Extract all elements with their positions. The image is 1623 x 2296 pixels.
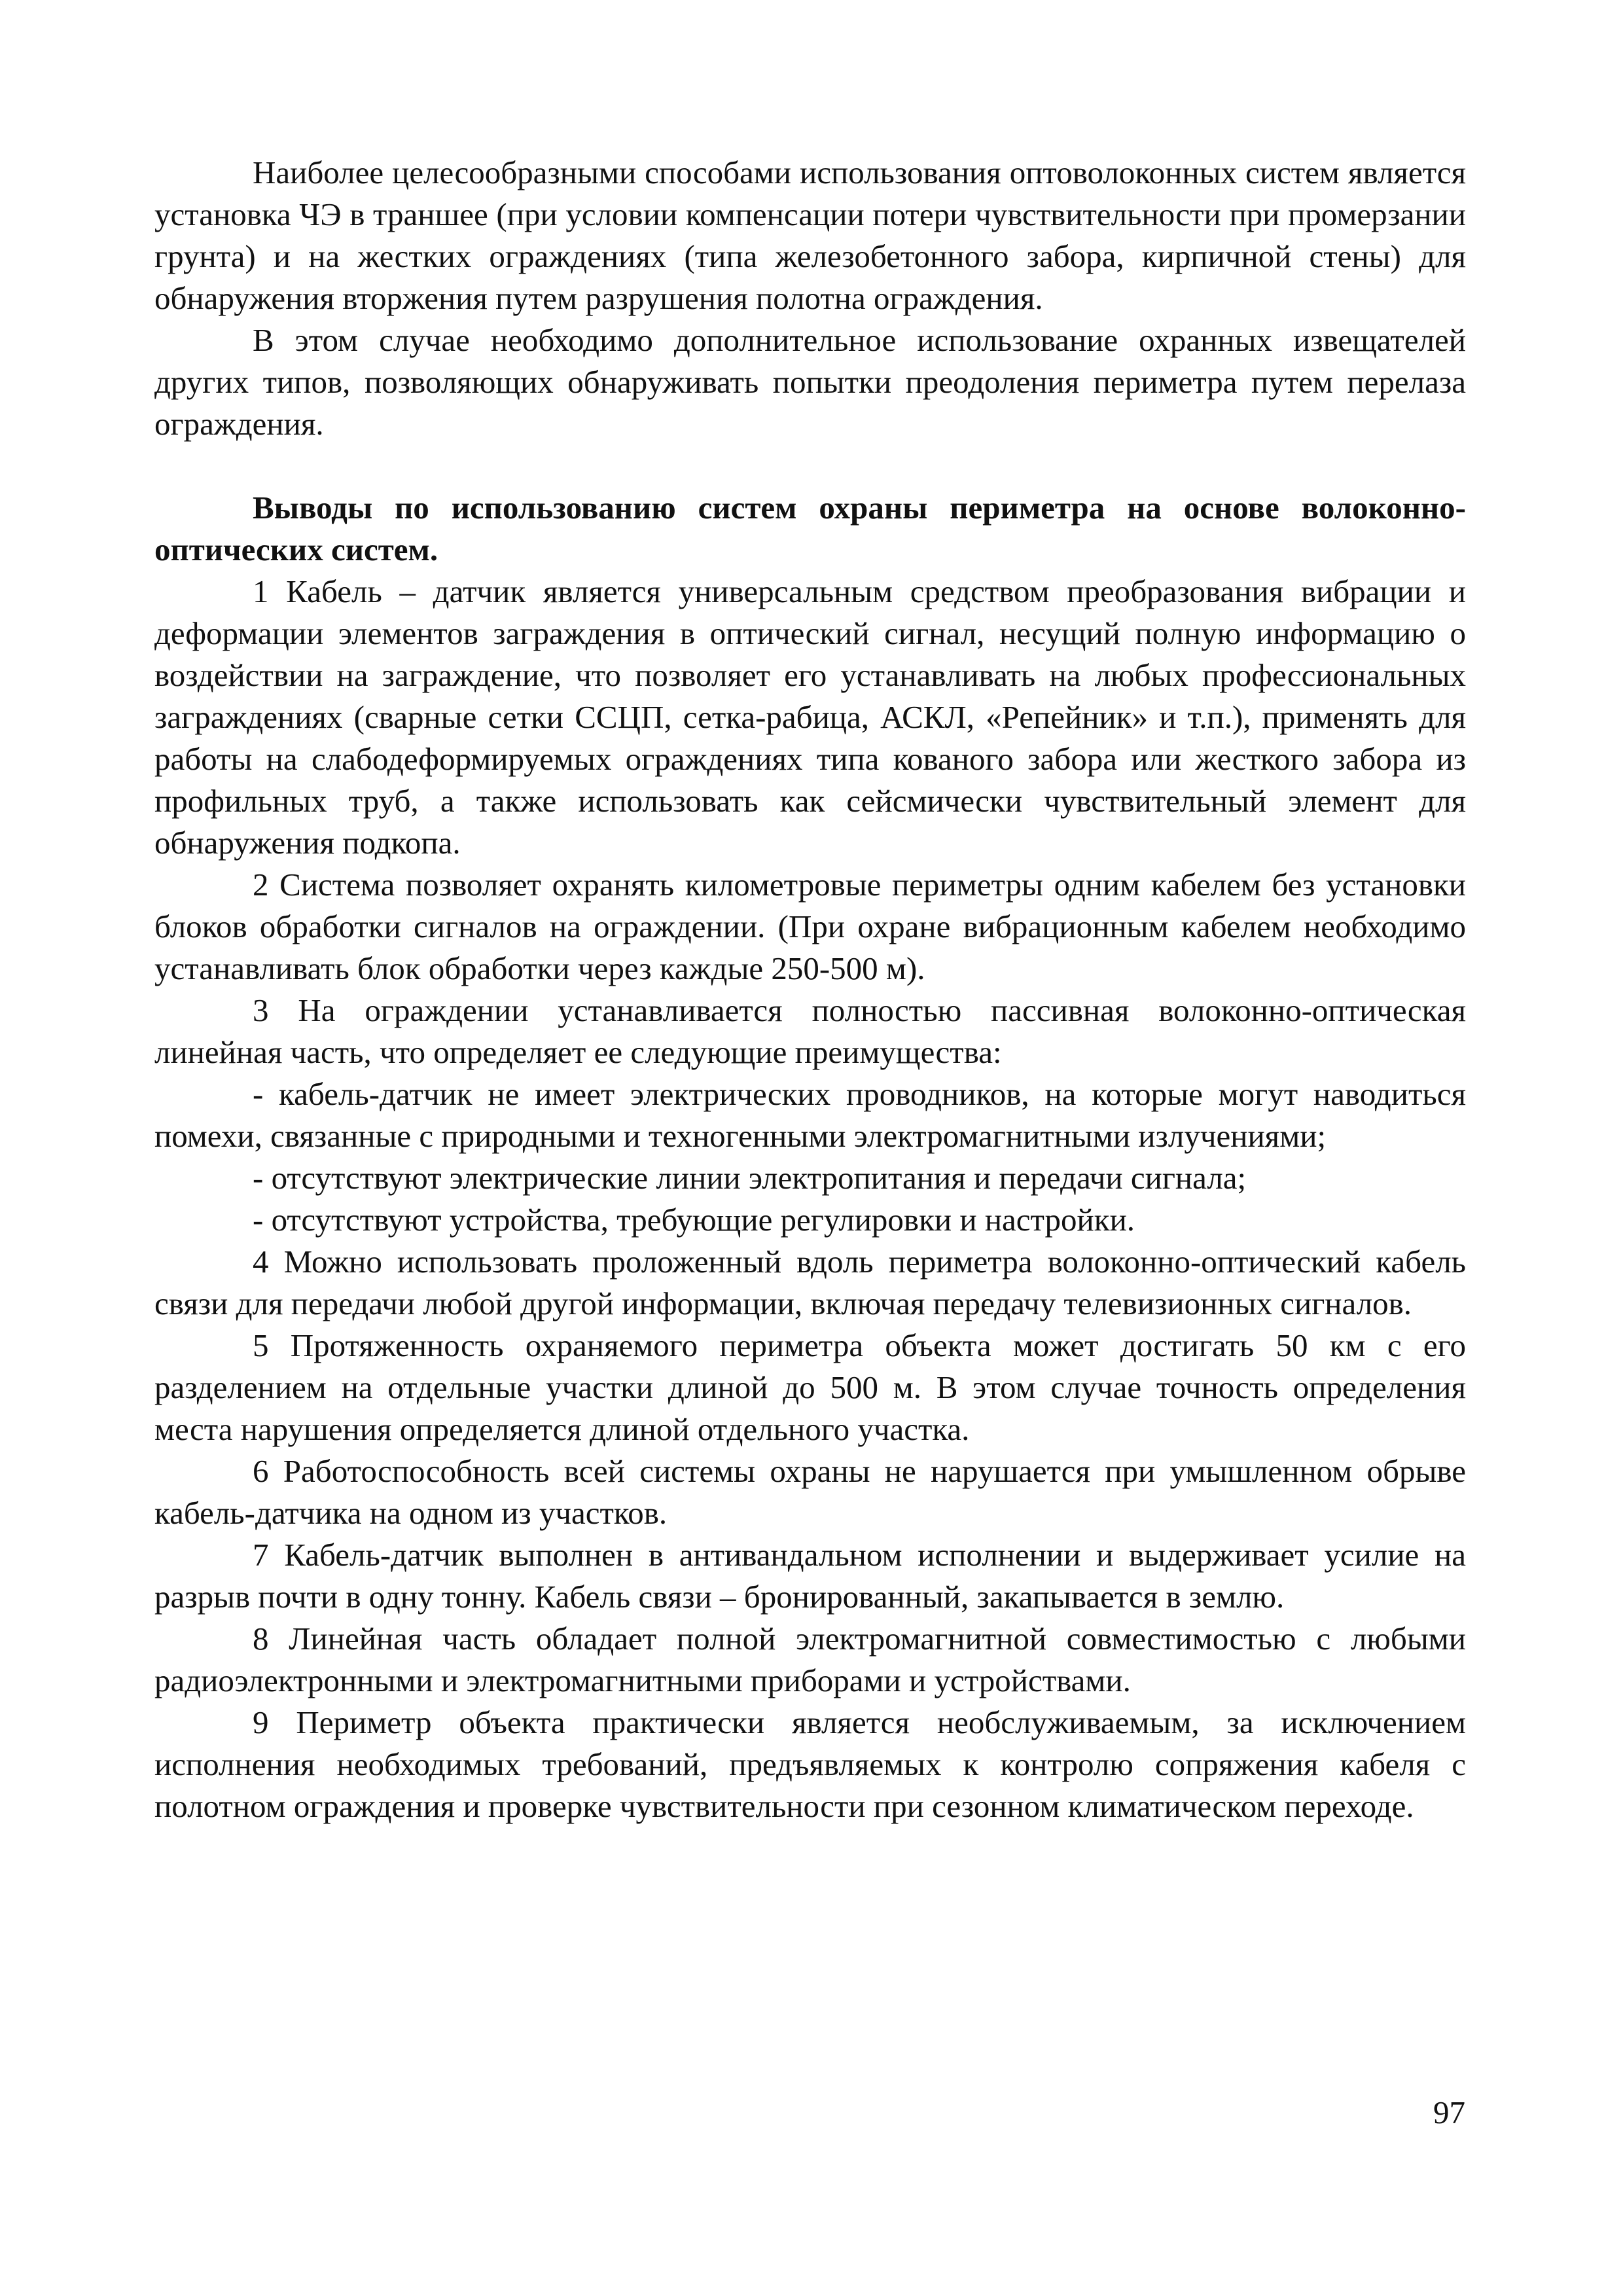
conclusion-item-5: 5 Протяженность охраняемого периметра объекта может достигать 50 км с его разделением на отдельные участки длиной до 500 м. В этом случае точность определения места нарушения определяется длиной отдельного участка. (154, 1327, 1466, 1447)
intro-paragraph-2: В этом случае необходимо дополнительное использование охранных извещателей других типов, позволяющих обнаруживать попытки преодоления периметра путем перелаза ограждения. (154, 322, 1466, 442)
advantage-item-1: - кабель-датчик не имеет электрических проводников, на которые могут наводиться помехи, связанные с природными и техногенными электромагнитными излучениями; (154, 1076, 1466, 1154)
conclusion-item-3: 3 На ограждении устанавливается полностью пассивная волоконно-оптическая линейная часть, что определяет ее следующие преимущества: (154, 992, 1466, 1070)
page-body (154, 152, 1466, 1827)
conclusion-item-9: 9 Периметр объекта практически является необслуживаемым, за исключением исполнения необходимых требований, предъявляемых к контролю сопряжения кабеля с полотном ограждения и проверке чувствительности при сезонном климатическом переходе. (154, 1704, 1466, 1824)
advantage-item-2: - отсутствуют электрические линии электропитания и передачи сигнала; (253, 1160, 1247, 1196)
conclusion-item-2: 2 Система позволяет охранять километровые периметры одним кабелем без установки блоков обработки сигналов на ограждении. (При охране вибрационным кабелем необходимо устанавливать блок обработки через каждые 250-500 м). (154, 867, 1466, 986)
advantage-item-3: - отсутствуют устройства, требующие регулировки и настройки. (253, 1202, 1135, 1238)
conclusion-item-1: 1 Кабель – датчик является универсальным средством преобразования вибрации и деформации элементов заграждения в оптический сигнал, несущий полную информацию о воздействии на заграждение, что позволяет его устанавливать на любых профессиональных заграждениях (сварные сетки ССЦП, сетка-рабица, АСКЛ, «Репейник» и т.п.), применять для работы на слабодеформируемых ограждениях типа кованого забора или жесткого забора из профильных труб, а также использовать как сейсмически чувствительный элемент для обнаружения подкопа. (154, 573, 1466, 861)
conclusion-item-8: 8 Линейная часть обладает полной электромагнитной совместимостью с любыми радиоэлектронными и электромагнитными приборами и устройствами. (154, 1621, 1466, 1698)
conclusion-item-6: 6 Работоспособность всей системы охраны не нарушается при умышленном обрыве кабель-датчика на одном из участков. (154, 1453, 1466, 1531)
intro-paragraph-1: Наиболее целесообразными способами использования оптоволоконных систем является установка ЧЭ в траншее (при условии компенсации потери чувствительности при промерзании грунта) и на жестких ограждениях (типа железобетонного забора, кирпичной стены) для обнаружения вторжения путем разрушения полотна ограждения. (154, 154, 1466, 316)
conclusion-item-4: 4 Можно использовать проложенный вдоль периметра волоконно-оптический кабель связи для передачи любой другой информации, включая передачу телевизионных сигналов. (154, 1244, 1466, 1321)
conclusion-item-7: 7 Кабель-датчик выполнен в антивандальном исполнении и выдерживает усилие на разрыв почти в одну тонну. Кабель связи – бронированный, закапывается в землю. (154, 1537, 1466, 1615)
section-heading: Выводы по использованию систем охраны периметра на основе волоконно-оптических систем. (154, 490, 1466, 567)
page-number: 97 (1433, 2094, 1465, 2130)
